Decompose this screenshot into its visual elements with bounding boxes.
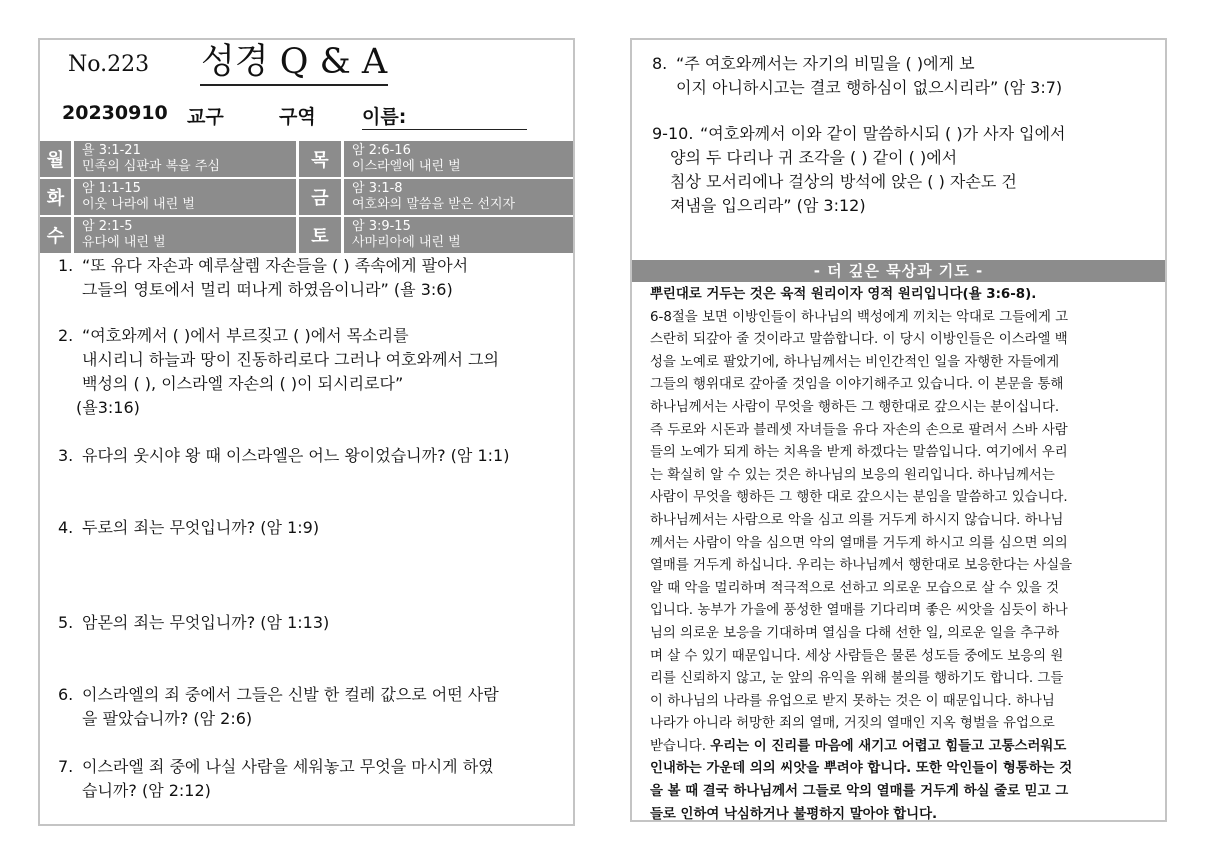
- meditation-line: 께서는 사람이 악을 심으면 악의 열매를 거두게 하시고 의를 심으면 의의: [650, 535, 1068, 551]
- day-label: 월: [40, 141, 71, 177]
- question-text: (욜3:16): [76, 398, 140, 417]
- question-text: 내시리니 하늘과 땅이 진동하리로다 그러나 여호와께서 그의: [82, 350, 499, 369]
- meditation-line: 리를 신뢰하지 않고, 눈 앞의 유익을 위해 불의를 행하기도 합니다. 그들: [650, 671, 1064, 687]
- question-9-10: [652, 122, 1152, 218]
- meditation-body: [650, 284, 1144, 826]
- schedule-row: [40, 217, 573, 253]
- church-label: 교구: [187, 106, 224, 128]
- meditation-line: 즉 두로와 시돈과 블레셋 자녀들을 유다 자손의 손으로 팔려서 스바 사람: [650, 422, 1068, 438]
- meditation-emphasis-line: 을 볼 때 결국 하나님께서 그들로 악의 열매를 거두게 하실 줄로 믿고 그: [650, 784, 1069, 800]
- reading-ref: 욜 3:1-21: [82, 143, 141, 158]
- question-text: 이스라엘 죄 중에 나실 사람을 세워놓고 무엇을 마시게 하였: [82, 757, 494, 776]
- meditation-line: 며 살 수 있기 때문입니다. 세상 사람들은 물론 성도들 중에도 보응의 원: [650, 648, 1064, 664]
- meditation-line: 입니다. 농부가 가을에 풍성한 열매를 기다리며 좋은 씨앗을 심듯이 하나: [650, 603, 1068, 619]
- question-text: 백성의 ( ), 이스라엘 자손의 ( )이 되시리로다”: [82, 374, 404, 393]
- meditation-heading: - 더 깊은 묵상과 기도 -: [632, 260, 1165, 282]
- question-number: 3.: [58, 446, 74, 465]
- question-text: 져냄을 입으리라” (암 3:12): [670, 196, 866, 215]
- meditation-emphasis-block: [650, 758, 1144, 826]
- question-number: 6.: [58, 685, 74, 704]
- meditation-line: [650, 736, 1144, 759]
- date-label: 20230910: [62, 102, 168, 124]
- schedule-cell: [344, 179, 573, 215]
- schedule-row: [40, 141, 573, 177]
- schedule-row: [40, 179, 573, 215]
- question-number: 7.: [58, 757, 74, 776]
- meditation-line: 성을 노예로 팔았기에, 하나님께서는 비인간적인 일을 자행한 자들에게: [650, 354, 1060, 370]
- reading-topic: 민족의 심판과 복을 주심: [82, 159, 220, 174]
- question-number: 2.: [58, 326, 74, 345]
- question-text: 침상 모서리에나 걸상의 방석에 앉은 ( ) 자손도 건: [670, 172, 1017, 191]
- meditation-line: 들의 노예가 되게 하는 치욕을 받게 하겠다는 말씀입니다. 여기에서 우리: [650, 445, 1068, 461]
- reading-ref: 암 3:1-8: [352, 181, 403, 196]
- schedule-cell: [344, 217, 573, 253]
- meditation-line: 스란히 되갚아 줄 것이라고 말씀합니다. 이 당시 이방인들은 이스라엘 백: [650, 332, 1068, 348]
- schedule-cell: [74, 179, 296, 215]
- reading-ref: 암 2:6-16: [352, 143, 411, 158]
- question-1: [58, 254, 558, 302]
- question-text: 암몬의 죄는 무엇입니까? (암 1:13): [82, 613, 330, 632]
- question-text: 이스라엘의 죄 중에서 그들은 신발 한 컬레 값으로 어떤 사람: [82, 685, 499, 704]
- question-8: [652, 52, 1152, 100]
- question-text: “또 유다 자손과 예루살렘 자손들을 ( ) 족속에게 팔아서: [82, 256, 469, 275]
- meditation-line: 는 확실히 알 수 있는 것은 하나님의 보응의 원리입니다. 하나님께서는: [650, 467, 1055, 483]
- meditation-line: 그들의 행위대로 갚아줄 것임을 이야기해주고 있습니다. 이 본문을 통해: [650, 377, 1064, 393]
- question-number: 1.: [58, 256, 74, 275]
- meditation-line: 알 때 악을 멀리하며 적극적으로 선하고 의로운 모습으로 살 수 있을 것: [650, 580, 1060, 596]
- meditation-line: 6-8절을 보면 이방인들이 하나님의 백성에게 끼치는 악대로 그들에게 고: [650, 309, 1069, 325]
- question-2: [58, 324, 558, 420]
- reading-topic: 유다에 내린 벌: [82, 235, 166, 250]
- question-text: “주 여호와께서는 자기의 비밀을 ( )에게 보: [676, 54, 975, 73]
- meditation-lines: [650, 307, 1144, 736]
- reading-ref: 암 1:1-15: [82, 181, 141, 196]
- reading-topic: 여호와의 말씀을 받은 선지자: [352, 197, 516, 212]
- reading-topic: 이스라엘에 내린 벌: [352, 159, 461, 174]
- question-number: 4.: [58, 518, 74, 537]
- question-number: 8.: [652, 54, 668, 73]
- worksheet-number: No.223: [68, 52, 150, 77]
- left-page: [38, 38, 575, 826]
- schedule-cell: [74, 217, 296, 253]
- question-text: 두로의 죄는 무엇입니까? (암 1:9): [82, 518, 320, 537]
- meditation-line: 사람이 무엇을 행하든 그 행한 대로 갚으시는 분임을 말씀하고 있습니다.: [650, 490, 1068, 506]
- district-label: 구역: [279, 106, 316, 128]
- reading-ref: 암 2:1-5: [82, 219, 133, 234]
- page-title: 성경 Q & A: [200, 40, 388, 86]
- question-text: 양의 두 다리나 귀 조각을 ( ) 같이 ( )에서: [670, 148, 958, 167]
- day-label: 금: [299, 179, 341, 215]
- meditation-emphasis-line: 들로 인하여 낙심하거나 불평하지 말아야 합니다.: [650, 806, 938, 822]
- question-6: [58, 683, 558, 731]
- question-text: 그들의 영토에서 멀리 떠나게 하였음이니라” (욜 3:6): [82, 280, 453, 299]
- question-number: 5.: [58, 613, 74, 632]
- question-number: 9-10.: [652, 124, 694, 143]
- reading-topic: 사마리아에 내린 벌: [352, 235, 461, 250]
- meditation-text: 받습니다.: [650, 738, 711, 754]
- schedule-cell: [74, 141, 296, 177]
- meditation-line: 열매를 거두게 하십니다. 우리는 하나님께서 행한대로 보응한다는 사실을: [650, 558, 1073, 574]
- schedule-cell: [344, 141, 573, 177]
- day-label: 목: [299, 141, 341, 177]
- question-4: [58, 516, 558, 540]
- right-page: [630, 38, 1167, 822]
- meditation-line: 하나님께서는 사람으로 악을 심고 의를 거두게 하시지 않습니다. 하나님: [650, 512, 1064, 528]
- day-label: 화: [40, 179, 71, 215]
- reading-ref: 암 3:9-15: [352, 219, 411, 234]
- meditation-line: 님의 의로운 보응을 기대하며 열심을 다해 선한 일, 의로운 일을 추구하: [650, 625, 1060, 641]
- day-label: 토: [299, 217, 341, 253]
- meditation-line: 하나님께서는 사람이 무엇을 행하든 그 행한대로 갚으시는 분이십니다.: [650, 399, 1060, 415]
- name-field: 이름:: [362, 102, 527, 130]
- question-3: [58, 444, 558, 468]
- question-7: [58, 755, 558, 803]
- meditation-line: 이 하나님의 나라를 유업으로 받지 못하는 것은 이 때문입니다. 하나님: [650, 693, 1055, 709]
- meditation-emphasis: 우리는 이 진리를 마음에 새기고 어렵고 힘들고 고통스러워도: [710, 738, 1067, 754]
- meditation-line: 나라가 아니라 허망한 죄의 열매, 거짓의 열매인 지옥 형벌을 유업으로: [650, 716, 1055, 732]
- question-text: 을 팔았습니까? (암 2:6): [82, 709, 253, 728]
- question-text: “여호와께서 ( )에서 부르짖고 ( )에서 목소리를: [82, 326, 409, 345]
- reading-topic: 이웃 나라에 내린 벌: [82, 197, 195, 212]
- meditation-emphasis-line: 인내하는 가운데 의의 씨앗을 뿌려야 합니다. 또한 악인들이 형통하는 것: [650, 761, 1073, 777]
- question-5: [58, 611, 558, 635]
- day-label: 수: [40, 217, 71, 253]
- question-text: “여호와께서 이와 같이 말씀하시되 ( )가 사자 입에서: [700, 124, 1066, 143]
- question-text: 습니까? (암 2:12): [82, 781, 211, 800]
- reading-schedule: [40, 141, 573, 254]
- meditation-lead: 뿌린대로 거두는 것은 육적 원리이자 영적 원리입니다(욜 3:6-8).: [650, 287, 1037, 302]
- question-text: 이지 아니하시고는 결코 행하심이 없으시리라” (암 3:7): [676, 78, 1063, 97]
- question-text: 유다의 웃시야 왕 때 이스라엘은 어느 왕이었습니까? (암 1:1): [82, 446, 510, 465]
